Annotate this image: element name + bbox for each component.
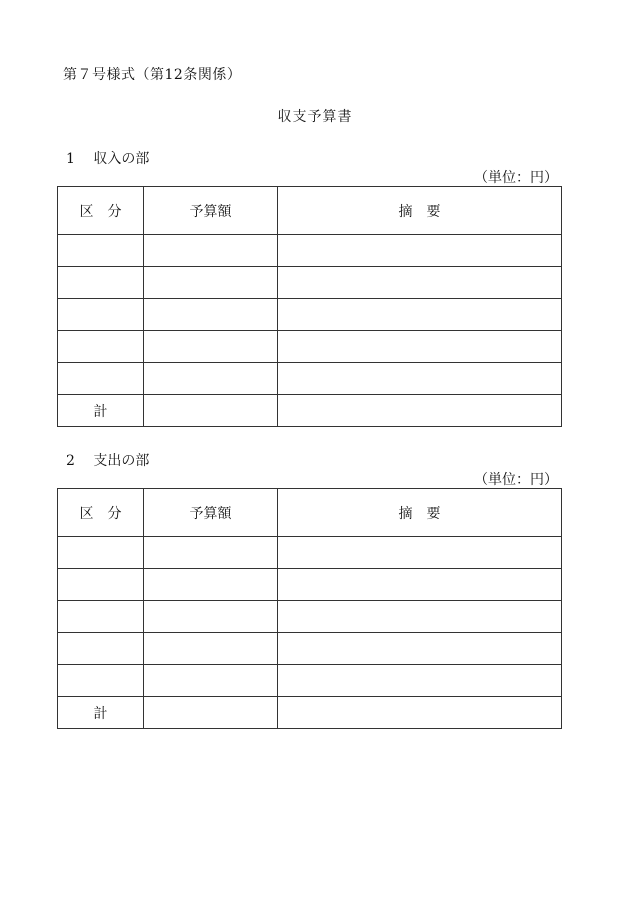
table-row	[58, 331, 562, 363]
table-row	[58, 601, 562, 633]
remarks-cell	[278, 665, 562, 697]
income-table	[57, 186, 562, 427]
budget-amount-cell	[144, 299, 278, 331]
income-section-heading: 1 収入の部	[66, 151, 150, 167]
remarks-cell	[278, 267, 562, 299]
budget-amount-cell	[144, 267, 278, 299]
total-label-cell: 計	[58, 395, 144, 427]
budget-amount-cell	[144, 537, 278, 569]
total-amount-cell	[144, 697, 278, 729]
table-row	[58, 363, 562, 395]
category-cell	[58, 235, 144, 267]
column-header-budget-amount: 予算額	[144, 187, 278, 235]
category-cell	[58, 363, 144, 395]
table-row	[58, 299, 562, 331]
table-row	[58, 267, 562, 299]
total-label-cell: 計	[58, 697, 144, 729]
category-cell	[58, 601, 144, 633]
category-cell	[58, 267, 144, 299]
document-title: 収支予算書	[277, 109, 353, 125]
total-amount-cell	[144, 395, 278, 427]
column-header-category: 区 分	[58, 489, 144, 537]
expense-unit-note: （単位：円）	[474, 472, 558, 488]
remarks-cell	[278, 299, 562, 331]
remarks-cell	[278, 633, 562, 665]
form-number: 第７号様式（第12条関係）	[63, 67, 242, 83]
column-header-remarks: 摘 要	[278, 489, 562, 537]
total-row	[58, 395, 562, 427]
category-cell	[58, 537, 144, 569]
remarks-cell	[278, 331, 562, 363]
column-header-category: 区 分	[58, 187, 144, 235]
budget-amount-cell	[144, 331, 278, 363]
category-cell	[58, 299, 144, 331]
expense-section-heading: 2 支出の部	[66, 453, 150, 469]
table-row	[58, 235, 562, 267]
category-cell	[58, 569, 144, 601]
total-remarks-cell	[278, 697, 562, 729]
expense-table	[57, 488, 562, 729]
table-row	[58, 537, 562, 569]
total-remarks-cell	[278, 395, 562, 427]
budget-amount-cell	[144, 363, 278, 395]
income-unit-note: （単位：円）	[474, 170, 558, 186]
category-cell	[58, 665, 144, 697]
category-cell	[58, 331, 144, 363]
budget-amount-cell	[144, 665, 278, 697]
budget-amount-cell	[144, 235, 278, 267]
budget-amount-cell	[144, 569, 278, 601]
table-row	[58, 569, 562, 601]
remarks-cell	[278, 235, 562, 267]
budget-amount-cell	[144, 633, 278, 665]
remarks-cell	[278, 569, 562, 601]
total-row	[58, 697, 562, 729]
table-header-row	[58, 489, 562, 537]
category-cell	[58, 633, 144, 665]
table-row	[58, 633, 562, 665]
remarks-cell	[278, 537, 562, 569]
column-header-budget-amount: 予算額	[144, 489, 278, 537]
column-header-remarks: 摘 要	[278, 187, 562, 235]
budget-amount-cell	[144, 601, 278, 633]
table-row	[58, 665, 562, 697]
remarks-cell	[278, 363, 562, 395]
remarks-cell	[278, 601, 562, 633]
table-header-row	[58, 187, 562, 235]
